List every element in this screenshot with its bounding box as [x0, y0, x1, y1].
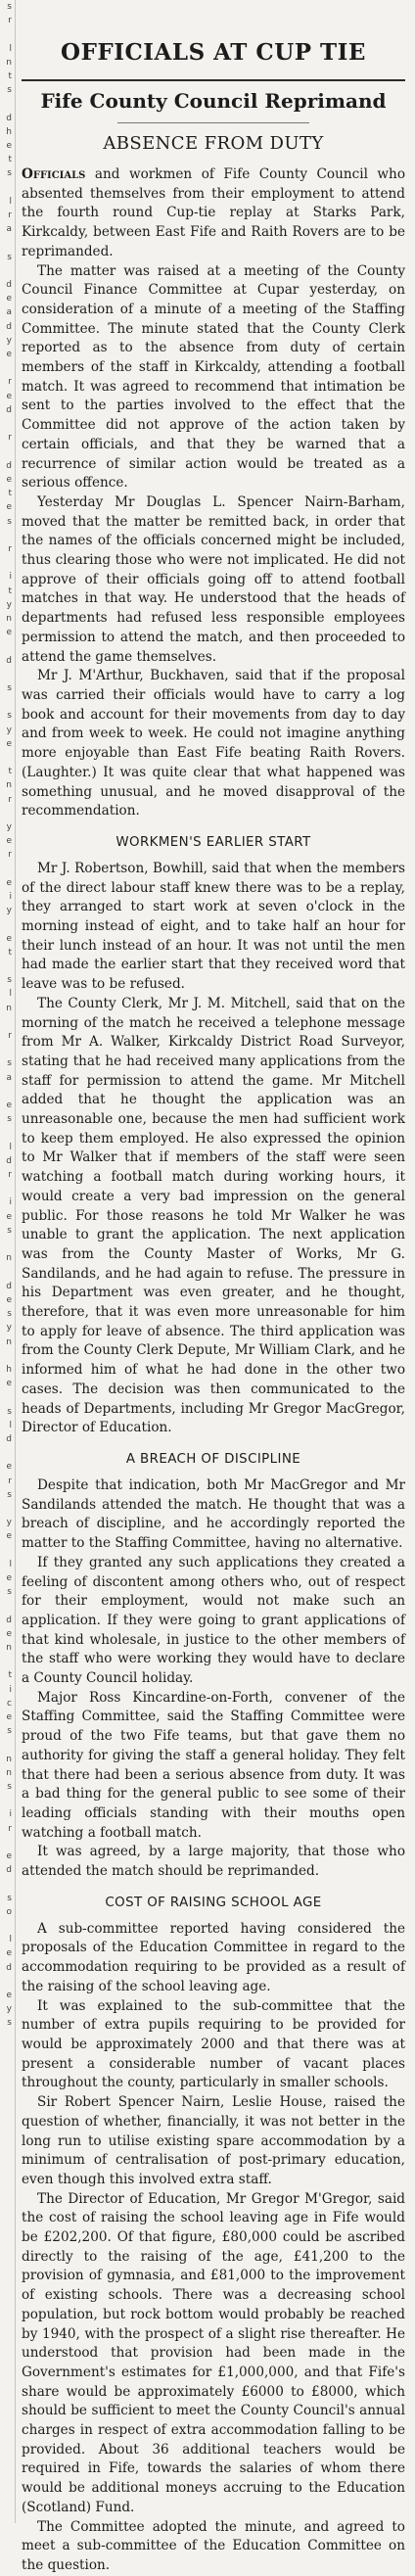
gutter-fragment: [0, 181, 12, 195]
gutter-fragment: d: [6, 1155, 12, 1166]
gutter-fragment: y: [6, 725, 12, 735]
gutter-fragment: e: [6, 1711, 12, 1722]
section-heading-discipline: A BREACH OF DISCIPLINE: [125, 1452, 301, 1467]
gutter-fragment: [0, 1015, 12, 1029]
gutter-fragment: s: [7, 711, 12, 722]
gutter-fragment: [0, 1919, 12, 1933]
gutter-fragment: a: [6, 307, 12, 318]
paragraph: Mr J. M'Arthur, Buckhaven, said that if the proposal was carried their officials would have to carry a log book and account for their movements from day to day and from week to week. He could not imagine anything more enjoyable than East Fife beating Raith Rovers. (Laughter.) It was quite clear that what happened was something unusual, and he moved disapproval of the recommendation.: [22, 668, 405, 820]
gutter-fragment: [0, 445, 12, 459]
gutter-fragment: s: [7, 2, 12, 12]
paragraph: Despite that indication, both Mr MacGregor and Mr Sandilands attended the match. He thought that was a breach of discipline, and he accordingly reported the matter to the Staffing Committee, having no alternative.: [22, 1477, 405, 1552]
gutter-fragment: r: [8, 211, 12, 221]
gutter-fragment: e: [6, 294, 12, 304]
gutter-fragment: r: [8, 1170, 12, 1181]
subheadline: Fife County Council Reprimand: [40, 89, 387, 113]
paragraph: The Committee adopted the minute, and agreed to meet a sub-committee of the Education Committee on the question.: [22, 2518, 405, 2573]
gutter-fragment: e: [6, 502, 12, 513]
gutter-fragment: t: [8, 489, 12, 499]
gutter-fragment: o: [6, 1906, 12, 1917]
gutter-fragment: e: [6, 1948, 12, 1959]
gutter-fragment: y: [6, 821, 12, 832]
gutter-fragment: r: [8, 1475, 12, 1486]
gutter-fragment: [0, 917, 12, 931]
gutter-fragment: r: [8, 1031, 12, 1042]
paragraph: The County Clerk, Mr J. M. Mitchell, said that on the morning of the match he received a telephone message from Mr A. Walker, Kirkcaldy District Road Surveyor, stating that he had received many applications from the staff for permission to attend the game. Mr Mitchell added that he thought the application was an unreasonable one, because the men had sufficient work to keep them employed. He also expressed the opinion to Mr Walker that if members of the staff were seen watching a football match during working hours, it would create a very bad impression on the general public. For those reasons he told Mr Walker he was unable to grant the application. The next application was from the County Master of Works, Mr G. Sandilands, and he had again to refuse. The pressure in his Department was even greater, and he thought, therefore, that it was even more unreasonable for him to apply for leave of absence. The third application was from the County Clerk Depute, Mr William Clark, and he informed him of what he had done in the other two cases. The decision was then communicated to the heads of Departments, including Mr Gregor MacGregor, Director of Education.: [22, 995, 405, 1436]
gutter-fragment: t: [8, 71, 12, 82]
gutter-fragment: a: [6, 1072, 12, 1083]
gutter-fragment: [0, 863, 12, 876]
gutter-fragment: s: [7, 1309, 12, 1320]
paragraph: If they granted any such applications they created a feeling of discontent among others who, out of respect for their employment, would not make such an application. If they were going to grant applications of that kind wholesale, in justice to the other members of the staff who were working they would have to declare a County Council holiday.: [22, 1554, 405, 1687]
gutter-fragment: e: [6, 1991, 12, 2001]
gutter-fragment: [0, 1182, 12, 1195]
gutter-fragment: [0, 1975, 12, 1989]
gutter-fragment: d: [6, 321, 12, 332]
gutter-fragment: n: [6, 780, 12, 791]
gutter-fragment: [0, 1738, 12, 1752]
gutter-fragment: e: [6, 933, 12, 944]
gutter-fragment: e: [6, 836, 12, 847]
gutter-fragment: n: [6, 1003, 12, 1013]
deck-heading: ABSENCE FROM DUTY: [103, 133, 324, 154]
gutter-fragment: l: [9, 1142, 12, 1152]
gutter-fragment: [0, 529, 12, 542]
gutter-fragment: n: [6, 1336, 12, 1347]
gutter-fragment: s: [7, 1489, 12, 1500]
gutter-fragment: s: [7, 1225, 12, 1236]
gutter-fragment: e: [6, 141, 12, 152]
gutter-fragment: i: [9, 892, 12, 902]
gutter-fragment: [0, 1544, 12, 1558]
gutter-fragment: e: [6, 1294, 12, 1305]
gutter-fragment: [0, 1836, 12, 1850]
gutter-fragment: y: [6, 2004, 12, 2015]
paragraph: Major Ross Kincardine-on-Forth, convener of the Staffing Committee, said the Staffing Committee were proud of the two Fife teams, but that gave them no authority for giving the staff a general holiday. They felt that there had been a serious absence from duty. It was a bad thing for the general public to see some of their leading officials standing with their mouths open watching a football match.: [22, 1689, 405, 1841]
gutter-fragment: [0, 1390, 12, 1404]
headline: OFFICIALS AT CUP TIE: [61, 39, 366, 66]
gutter-fragment: y: [6, 335, 12, 346]
gutter-fragment: d: [6, 1433, 12, 1444]
gutter-fragment: [0, 417, 12, 431]
gutter-fragment: [0, 1043, 12, 1056]
gutter-fragment: i: [9, 1197, 12, 1208]
subhead-rule: [117, 122, 309, 123]
gutter-fragment: [0, 1502, 12, 1516]
gutter-fragment: e: [6, 1851, 12, 1862]
gutter-fragment: s: [7, 252, 12, 262]
section-heading-school-age: COST OF RAISING SCHOOL AGE: [105, 1895, 322, 1910]
gutter-fragment: l: [9, 43, 12, 54]
gutter-fragment: e: [6, 877, 12, 888]
paragraph: It was explained to the sub-committee that the number of extra pupils requiring to be provided for would be approximately 2000 and that there was at present a considerable number of vacant places throughout the county, particularly in smaller schools.: [22, 1997, 405, 2091]
gutter-fragment: e: [6, 350, 12, 360]
gutter-fragment: l: [9, 1420, 12, 1430]
gutter-fragment: n: [6, 613, 12, 624]
gutter-fragment: d: [6, 655, 12, 666]
news-article: [22, 0, 405, 2573]
lead-paragraph: [22, 165, 405, 262]
gutter-fragment: [0, 361, 12, 375]
gutter-fragment: [0, 236, 12, 250]
gutter-fragment: [0, 1599, 12, 1613]
gutter-fragment: e: [6, 1572, 12, 1583]
gutter-fragment: t: [8, 947, 12, 958]
column-rule: [15, 0, 16, 2523]
gutter-fragment: [0, 1794, 12, 1807]
gutter-fragment: a: [6, 224, 12, 235]
gutter-fragment: y: [6, 599, 12, 610]
headline-rule: [22, 79, 405, 81]
paragraph: The matter was raised at a meeting of the County Council Finance Committee at Cupar yesterday, on consideration of a minute of a meeting of the Staffing Committee. The minute stated that the County Clerk reported as to the absence from duty of certain members of the staff in Kirkcaldy, attending a football match. It was agreed to recommend that intimation be sent to the parties involved to the effect that the Committee did not approve of the action taken by certain officials, and that they be warned that a recurrence of similar action would be treated as a serious offence.: [22, 262, 405, 492]
gutter-fragment: s: [7, 2018, 12, 2029]
lead-smallcaps: Officials: [22, 166, 86, 182]
gutter-fragment: [0, 1446, 12, 1460]
gutter-fragment: e: [6, 1628, 12, 1639]
gutter-fragment: y: [6, 1323, 12, 1334]
gutter-fragment: [0, 639, 12, 653]
gutter-fragment: l: [9, 1559, 12, 1569]
gutter-fragment: e: [6, 1531, 12, 1542]
gutter-fragment: e: [6, 738, 12, 749]
gutter-fragment: e: [6, 391, 12, 401]
gutter-fragment: [0, 1265, 12, 1279]
lead-text: and workmen of Fife County Council who absented themselves from their employment to attend the fourth round Cup-tie replay at Starks Park, Kirkcaldy, between East Fife and Raith Rovers are to be reprimanded.: [22, 166, 405, 259]
paragraph: A sub-committee reported having considered the proposals of the Education Committee in regard to the accommodation requiring to be provided as a result of the raising of the school leaving age.: [22, 1920, 405, 1994]
gutter-fragment: e: [6, 1101, 12, 1111]
gutter-fragment: n: [6, 1754, 12, 1764]
gutter-fragment: s: [7, 1726, 12, 1737]
gutter-fragment: r: [8, 850, 12, 861]
gutter-fragment: [0, 1655, 12, 1668]
gutter-fragment: n: [6, 57, 12, 68]
gutter-fragment: n: [6, 1642, 12, 1653]
gutter-fragment: d: [6, 1865, 12, 1876]
paragraph: The Director of Education, Mr Gregor M'Gregor, said the cost of raising the school leaving age in Fife would be £202,200. Of that figure, £80,000 could be ascribed directly to the raising of the age, £41,200 to the provision of gymnasia, and £81,000 to the improvement of existing schools. There was a decreasing school population, but rock bottom would probably be reached by 1940, with the prospect of a slight rise thereafter. He understood that provision had been made in the Government's estimates for £1,000,000, and that Fife's share would be approximately £6000 to £8000, which should be sufficient to meet the County Council's annual charges in respect of extra accommodation falling to be provided. About 36 additional teachers would be required in Fife, towards the salaries of whom there would be additional moneys accruing to the Education (Scotland) Fund.: [22, 2190, 405, 2515]
gutter-fragment: r: [8, 16, 12, 26]
gutter-fragment: d: [6, 460, 12, 471]
paragraph: Mr J. Robertson, Bowhill, said that when the members of the direct labour staff knew there was to be a replay, they arranged to start work at seven o'clock in the morning instead of eight, and to take half an hour for their lunch instead of an hour. It was not until the men had made the earlier start that they received word that leave was to be refused.: [22, 860, 405, 993]
gutter-fragment: l: [9, 1935, 12, 1945]
gutter-fragment: n: [6, 1767, 12, 1778]
gutter-fragment: [0, 1238, 12, 1251]
gutter-fragment: r: [8, 377, 12, 388]
gutter-fragment: e: [6, 628, 12, 638]
gutter-fragment: [0, 1349, 12, 1363]
gutter-fragment: s: [7, 1782, 12, 1792]
gutter-fragment: d: [6, 280, 12, 291]
gutter-fragment: y: [6, 1518, 12, 1528]
gutter-fragment: y: [6, 906, 12, 916]
paragraph: Sir Robert Spencer Nairn, Leslie House, raised the question of whether, financially, it was not better in the long run to utilise existing spare accommodation by a minimum of centralisation of post-primary education, even though this involved extra staff.: [22, 2094, 405, 2187]
gutter-fragment: [0, 27, 12, 41]
gutter-fragment: e: [6, 1211, 12, 1222]
gutter-fragment: i: [9, 572, 12, 583]
section-heading-earlier-start: WORKMEN'S EARLIER START: [115, 834, 311, 850]
gutter-fragment: d: [6, 113, 12, 123]
gutter-fragment: e: [6, 1379, 12, 1389]
gutter-fragment: s: [7, 1058, 12, 1069]
gutter-fragment: e: [6, 474, 12, 485]
gutter-fragment: t: [8, 585, 12, 596]
gutter-fragment: d: [6, 1615, 12, 1625]
gutter-fragment: s: [7, 1406, 12, 1417]
gutter-fragment: c: [7, 1698, 12, 1709]
gutter-fragment: r: [8, 794, 12, 805]
gutter-fragment: e: [6, 1462, 12, 1473]
gutter-fragment: d: [6, 1962, 12, 1973]
gutter-fragment: i: [9, 1809, 12, 1820]
gutter-fragment: l: [9, 196, 12, 207]
gutter-fragment: [0, 695, 12, 709]
gutter-fragment: [0, 264, 12, 278]
gutter-fragment: h: [6, 1364, 12, 1375]
gutter-fragment: r: [8, 543, 12, 554]
gutter-fragment: [0, 751, 12, 765]
gutter-fragment: s: [7, 168, 12, 179]
gutter-fragment: [0, 807, 12, 820]
gutter-fragment: d: [6, 404, 12, 415]
gutter-fragment: [0, 1085, 12, 1099]
gutter-fragment: s: [7, 975, 12, 986]
gutter-fragment: s: [7, 1893, 12, 1903]
gutter-fragment: i: [9, 1684, 12, 1695]
gutter-fragment: t: [8, 767, 12, 777]
adjacent-column-fragments: [0, 0, 14, 2523]
gutter-fragment: t: [8, 155, 12, 165]
gutter-fragment: [0, 668, 12, 681]
gutter-fragment: r: [8, 433, 12, 444]
paragraph: It was agreed, by a large majority, that those who attended the match should be reprimanded.: [22, 1844, 405, 1880]
gutter-fragment: s: [7, 85, 12, 96]
gutter-fragment: [0, 556, 12, 570]
gutter-fragment: [0, 960, 12, 973]
gutter-fragment: h: [6, 126, 12, 137]
gutter-fragment: s: [7, 1587, 12, 1598]
gutter-fragment: s: [7, 1114, 12, 1125]
gutter-fragment: n: [6, 1253, 12, 1264]
gutter-fragment: [0, 1877, 12, 1891]
gutter-fragment: t: [8, 1670, 12, 1681]
gutter-fragment: r: [8, 1823, 12, 1834]
gutter-fragment: l: [9, 989, 12, 1000]
gutter-fragment: [0, 97, 12, 111]
gutter-fragment: [0, 1126, 12, 1140]
paragraph: Yesterday Mr Douglas L. Spencer Nairn-Barham, moved that the matter be remitted back, in order that the names of the officials concerned might be included, thus clearing those who were not implicated. He did not approve of their officials going off to attend football matches in that way. He understood that the heads of departments had refused less responsible employees permission to attend the match, and then proceeded to attend the game themselves.: [22, 493, 405, 665]
gutter-fragment: s: [7, 516, 12, 527]
gutter-fragment: s: [7, 682, 12, 693]
gutter-fragment: d: [6, 1281, 12, 1291]
